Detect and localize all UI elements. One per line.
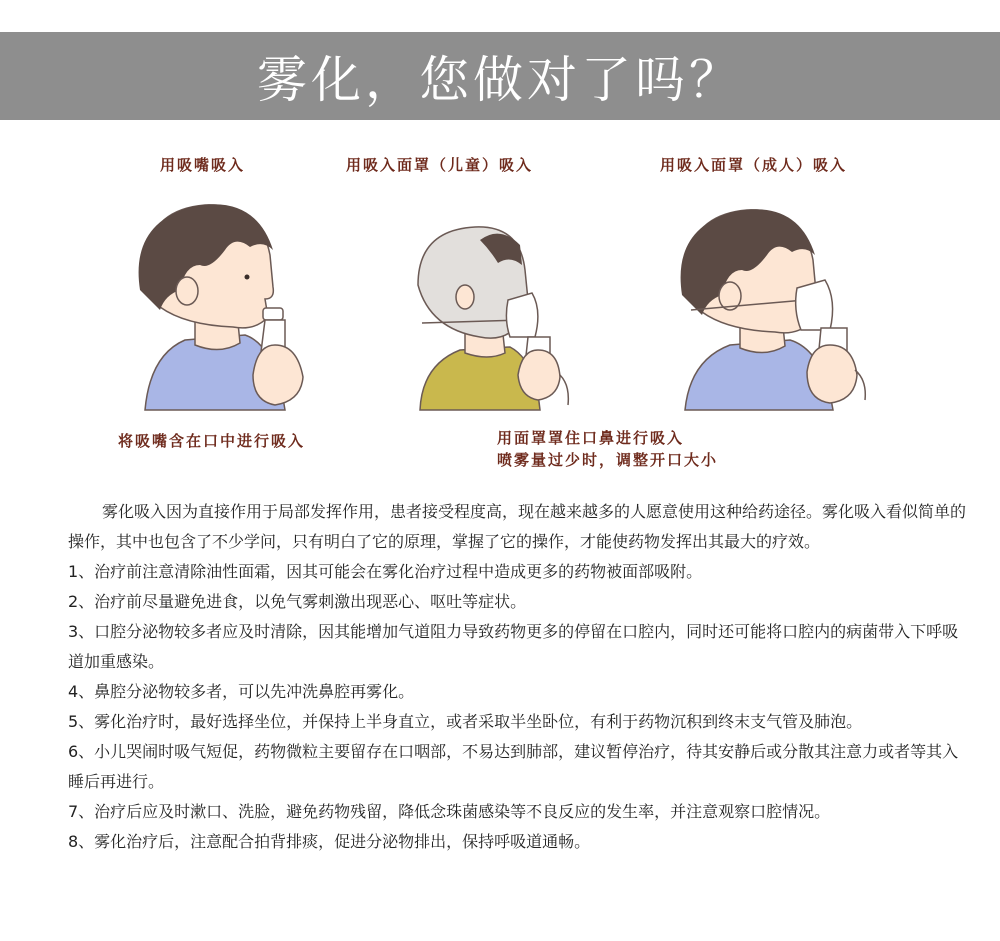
- title-banner: [0, 32, 1000, 120]
- article: [68, 497, 968, 857]
- child-mask-illustration: [410, 225, 580, 415]
- panel-1-note: 将吸嘴含在口中进行吸入: [118, 432, 306, 450]
- article-item-7: 7、治疗后应及时漱口、洗脸，避免药物残留，降低念珠菌感染等不良反应的发生率，并注意观察口腔情况。: [68, 802, 831, 821]
- adult-mask-illustration: [675, 200, 875, 420]
- article-item-1: 1、治疗前注意清除油性面霜，因其可能会在雾化治疗过程中造成更多的药物被面部吸附。: [68, 562, 703, 581]
- panel-2-note-1: 用面罩罩住口鼻进行吸入: [497, 429, 685, 447]
- article-item-8: 8、雾化治疗后，注意配合拍背排痰，促进分泌物排出，保持呼吸道通畅。: [68, 832, 591, 851]
- panel-1-title: 用吸嘴吸入: [160, 156, 246, 174]
- article-item-5: 5、雾化治疗时，最好选择坐位，并保持上半身直立，或者采取半坐卧位，有利于药物沉积到终末支气管及肺泡。: [68, 712, 863, 731]
- article-item-6: 6、小儿哭闹时吸气短促，药物微粒主要留存在口咽部，不易达到肺部，建议暂停治疗，待其安静后或分散其注意力或者等其入睡后再进行。: [68, 742, 959, 791]
- panel-2-note-2: 喷雾量过少时，调整开口大小: [497, 451, 719, 469]
- mouthpiece-illustration: [125, 195, 325, 420]
- panel-2-title: 用吸入面罩（儿童）吸入: [346, 156, 534, 174]
- article-item-2: 2、治疗前尽量避免进食，以免气雾刺激出现恶心、呕吐等症状。: [68, 592, 527, 611]
- article-item-3: 3、口腔分泌物较多者应及时清除，因其能增加气道阻力导致药物更多的停留在口腔内，同时还可能将口腔内的病菌带入下呼吸道加重感染。: [68, 622, 959, 671]
- panel-3-title: 用吸入面罩（成人）吸入: [660, 156, 848, 174]
- article-item-4: 4、鼻腔分泌物较多者，可以先冲洗鼻腔再雾化。: [68, 682, 415, 701]
- article-intro: 雾化吸入因为直接作用于局部发挥作用，患者接受程度高，现在越来越多的人愿意使用这种给药途径。雾化吸入看似简单的操作，其中也包含了不少学问，只有明白了它的原理，掌握了它的操作，才能使药物发挥出其最大的疗效。: [68, 502, 967, 551]
- page-title: 雾化，您做对了吗？: [257, 51, 743, 109]
